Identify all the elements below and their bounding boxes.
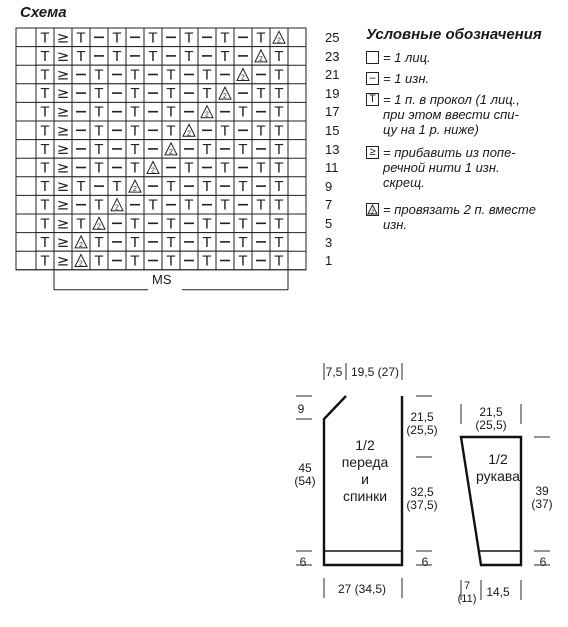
- svg-text:≥: ≥: [56, 214, 70, 233]
- svg-text:T: T: [202, 252, 212, 270]
- svg-text:T: T: [202, 215, 212, 233]
- svg-text:T: T: [130, 159, 140, 177]
- svg-text:T: T: [274, 66, 284, 84]
- svg-text:T: T: [184, 159, 194, 177]
- repeat-label: MS: [152, 272, 172, 287]
- svg-text:T: T: [274, 159, 284, 177]
- svg-text:T: T: [238, 103, 248, 121]
- svg-text:T: T: [94, 85, 104, 103]
- svg-text:2: 2: [371, 209, 374, 215]
- svg-text:T: T: [130, 66, 140, 84]
- svg-text:2: 2: [277, 37, 281, 45]
- svg-text:≥: ≥: [56, 28, 70, 47]
- svg-text:T: T: [76, 29, 86, 47]
- svg-text:≥: ≥: [56, 158, 70, 177]
- svg-text:2: 2: [241, 74, 245, 82]
- svg-text:T: T: [274, 178, 284, 196]
- svg-text:2: 2: [97, 223, 101, 231]
- svg-text:T: T: [256, 85, 266, 103]
- row-number: 15: [325, 123, 340, 138]
- svg-text:2: 2: [223, 93, 227, 101]
- svg-text:T: T: [256, 159, 266, 177]
- svg-text:T: T: [76, 215, 86, 233]
- legend-symbol: T: [366, 93, 379, 106]
- svg-text:T: T: [202, 233, 212, 251]
- row-number: 19: [325, 85, 340, 101]
- dim-hem-right: 6: [421, 555, 429, 569]
- dim-total-length: 45 (54): [294, 461, 316, 488]
- dim-armhole: 21,5 (25,5): [406, 410, 438, 437]
- svg-text:2: 2: [133, 186, 137, 194]
- svg-text:T: T: [130, 103, 140, 121]
- svg-text:T: T: [148, 47, 158, 65]
- dim-neck-depth: 9: [297, 402, 305, 416]
- svg-text:T: T: [166, 85, 176, 103]
- svg-text:T: T: [148, 29, 158, 47]
- dim-sleeve-cuff: 6: [539, 555, 547, 569]
- legend-symbol: –: [366, 72, 379, 85]
- svg-text:T: T: [130, 233, 140, 251]
- svg-text:T: T: [220, 159, 230, 177]
- dim-hem-left: 6: [299, 555, 307, 569]
- legend-text: = прибавить из попе- речной нити 1 изн. скрещ.: [383, 145, 516, 190]
- svg-text:T: T: [220, 196, 230, 214]
- svg-text:2: 2: [205, 111, 209, 119]
- svg-text:T: T: [256, 29, 266, 47]
- svg-text:T: T: [274, 196, 284, 214]
- svg-text:T: T: [274, 215, 284, 233]
- svg-text:T: T: [274, 85, 284, 103]
- svg-text:T: T: [94, 233, 104, 251]
- row-number: 5: [325, 216, 333, 231]
- svg-text:2: 2: [115, 204, 119, 212]
- legend-text: = 1 лиц.: [383, 50, 431, 65]
- svg-text:T: T: [220, 122, 230, 140]
- svg-text:T: T: [94, 159, 104, 177]
- svg-text:T: T: [274, 252, 284, 270]
- row-number: 23: [325, 48, 340, 64]
- svg-text:T: T: [238, 252, 248, 270]
- sleeve-piece-label: 1/2 рукава: [476, 451, 520, 484]
- svg-text:T: T: [94, 196, 104, 214]
- svg-text:2: 2: [169, 148, 173, 156]
- svg-text:T: T: [202, 66, 212, 84]
- svg-text:2: 2: [187, 130, 191, 138]
- svg-text:T: T: [130, 122, 140, 140]
- svg-text:T: T: [166, 178, 176, 196]
- svg-text:T: T: [112, 29, 122, 47]
- svg-text:T: T: [202, 85, 212, 103]
- svg-text:T: T: [130, 85, 140, 103]
- svg-text:2: 2: [79, 241, 83, 249]
- svg-text:T: T: [238, 140, 248, 158]
- svg-text:T: T: [94, 140, 104, 158]
- svg-text:2: 2: [79, 260, 83, 268]
- svg-text:T: T: [130, 140, 140, 158]
- svg-text:T: T: [274, 103, 284, 121]
- svg-text:≥: ≥: [56, 65, 70, 84]
- svg-text:T: T: [274, 140, 284, 158]
- svg-text:T: T: [112, 47, 122, 65]
- row-number: 13: [325, 141, 340, 157]
- svg-text:T: T: [274, 47, 284, 65]
- legend-text: = провязать 2 п. вместе изн.: [383, 202, 536, 232]
- svg-text:T: T: [40, 29, 50, 47]
- svg-text:≥: ≥: [56, 177, 70, 196]
- svg-text:T: T: [94, 252, 104, 270]
- row-number: 9: [325, 178, 333, 194]
- svg-text:T: T: [40, 196, 50, 214]
- svg-text:T: T: [166, 215, 176, 233]
- row-number: 21: [325, 67, 340, 83]
- row-number: 17: [325, 104, 340, 120]
- svg-text:T: T: [40, 159, 50, 177]
- svg-text:T: T: [274, 233, 284, 251]
- row-number: 3: [325, 234, 333, 250]
- svg-text:T: T: [130, 252, 140, 270]
- svg-text:T: T: [40, 85, 50, 103]
- svg-text:T: T: [166, 252, 176, 270]
- legend-text: = 1 п. в прокол (1 лиц., при этом ввести спи- цу на 1 р. ниже): [383, 92, 520, 137]
- body-piece-label: 1/2 переда и спинки: [341, 437, 389, 504]
- svg-text:2: 2: [259, 55, 263, 63]
- svg-text:T: T: [130, 215, 140, 233]
- svg-text:T: T: [184, 196, 194, 214]
- svg-text:≥: ≥: [56, 195, 70, 214]
- svg-text:T: T: [76, 47, 86, 65]
- dim-side: 32,5 (37,5): [406, 485, 438, 512]
- row-number: 25: [325, 30, 340, 45]
- legend-text: = 1 изн.: [383, 71, 430, 86]
- svg-text:T: T: [256, 122, 266, 140]
- svg-text:T: T: [184, 29, 194, 47]
- dim-sleeve-length: 39 (37): [531, 484, 553, 511]
- svg-text:T: T: [94, 103, 104, 121]
- svg-text:T: T: [256, 196, 266, 214]
- svg-text:T: T: [40, 215, 50, 233]
- dim-bottom-width: 27 (34,5): [337, 582, 387, 596]
- svg-text:T: T: [238, 178, 248, 196]
- svg-text:T: T: [40, 66, 50, 84]
- svg-text:≥: ≥: [56, 121, 70, 140]
- svg-text:T: T: [220, 29, 230, 47]
- svg-text:T: T: [40, 233, 50, 251]
- dim-sleeve-top: 21,5 (25,5): [475, 405, 507, 432]
- svg-text:T: T: [202, 140, 212, 158]
- svg-text:T: T: [184, 47, 194, 65]
- svg-text:T: T: [202, 178, 212, 196]
- dim-neck-width: 19,5 (27): [350, 365, 400, 379]
- svg-text:T: T: [40, 178, 50, 196]
- svg-text:T: T: [94, 122, 104, 140]
- svg-text:T: T: [166, 122, 176, 140]
- svg-text:T: T: [274, 122, 284, 140]
- svg-text:≥: ≥: [56, 139, 70, 158]
- svg-text:T: T: [238, 233, 248, 251]
- chart-title: Схема: [20, 4, 67, 21]
- svg-text:≥: ≥: [56, 84, 70, 103]
- svg-text:T: T: [148, 196, 158, 214]
- legend-symbol: ≥: [366, 146, 379, 159]
- svg-text:≥: ≥: [56, 102, 70, 121]
- svg-text:≥: ≥: [56, 46, 70, 65]
- svg-text:T: T: [76, 178, 86, 196]
- svg-text:T: T: [238, 215, 248, 233]
- svg-text:≥: ≥: [56, 251, 70, 270]
- dim-sleeve-bottom: 14,5: [486, 585, 510, 599]
- svg-text:T: T: [94, 66, 104, 84]
- svg-text:T: T: [40, 252, 50, 270]
- svg-text:T: T: [40, 103, 50, 121]
- svg-text:T: T: [166, 66, 176, 84]
- dim-sleeve-inc: 7 (11): [457, 580, 477, 605]
- svg-text:T: T: [166, 233, 176, 251]
- svg-text:T: T: [40, 122, 50, 140]
- row-number: 1: [325, 253, 333, 269]
- legend-title: Условные обозначения: [366, 26, 542, 43]
- svg-text:≥: ≥: [56, 232, 70, 251]
- dim-shoulder: 7,5: [325, 365, 343, 379]
- svg-text:T: T: [40, 47, 50, 65]
- svg-text:T: T: [166, 103, 176, 121]
- svg-text:T: T: [40, 140, 50, 158]
- svg-text:2: 2: [151, 167, 155, 175]
- svg-text:T: T: [220, 47, 230, 65]
- row-number: 11: [325, 160, 339, 176]
- svg-text:T: T: [112, 178, 122, 196]
- row-number: 7: [325, 197, 333, 213]
